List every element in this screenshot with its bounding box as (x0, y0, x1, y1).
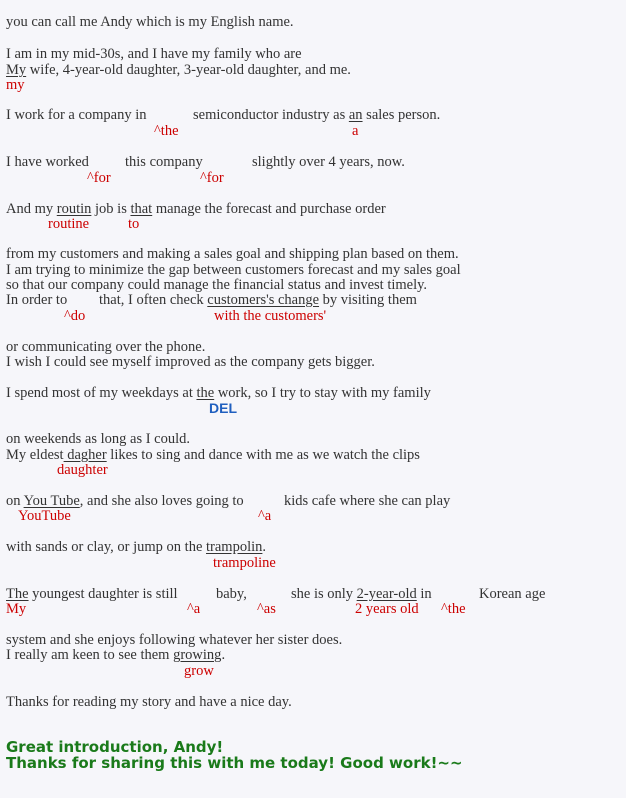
text-segment: she is only (291, 586, 357, 602)
text-line: system and she enjoys following whatever her sister does. (6, 632, 343, 648)
text-line: I work for a company in (6, 107, 147, 123)
correction: ^a (187, 601, 201, 617)
correction: My (6, 601, 27, 617)
text-line (291, 586, 432, 602)
marked-text: routin (56, 201, 92, 217)
text-segment: . (262, 539, 267, 555)
delete-mark: DEL (209, 400, 237, 416)
correction: ^as (257, 601, 276, 617)
text-segment: semiconductor industry as (193, 107, 349, 123)
text-line: or communicating over the phone. (6, 339, 206, 355)
text-segment: job is (91, 201, 131, 217)
text-segment: I spend most of my weekdays at (6, 385, 197, 401)
text-line (193, 107, 440, 123)
text-line (6, 493, 244, 509)
text-line: baby, (216, 586, 247, 602)
text-segment: on (6, 493, 24, 509)
correction: routine (48, 216, 90, 232)
text-segment: My eldest (6, 447, 64, 463)
text-line (6, 586, 178, 602)
text-line: Thanks for reading my story and have a nice day. (6, 694, 292, 710)
text-line: I have worked (6, 154, 89, 170)
text-segment: in (416, 586, 432, 602)
text-line: I am trying to minimize the gap between customers forecast and my sales goal (6, 262, 461, 278)
text-segment: I really am keen to see them (6, 647, 174, 663)
correction: my (6, 77, 25, 93)
correction: to (128, 216, 140, 232)
marked-text: 2-year-old (356, 586, 417, 602)
text-line: this company (125, 154, 203, 170)
text-segment: wife, 4-year-old daughter, 3-year-old daughter, and me. (26, 62, 351, 78)
marked-text: customers's change (207, 292, 320, 308)
text-line: so that our company could manage the financial status and invest timely. (6, 277, 428, 293)
text-line: In order to (6, 292, 68, 308)
text-segment: by visiting them (319, 292, 417, 308)
text-line: I am in my mid-30s, and I have my family who are (6, 46, 302, 62)
correction: ^a (258, 508, 272, 524)
text-segment: work, so I try to stay with my family (214, 385, 431, 401)
text-line (6, 447, 420, 463)
text-segment: likes to sing and dance with me as we watch the clips (106, 447, 420, 463)
correction: with the customers' (214, 308, 327, 324)
text-line: from my customers and making a sales goal and shipping plan based on them. (6, 246, 459, 262)
text-segment: that, I often check (99, 292, 208, 308)
marked-text: You Tube (23, 493, 80, 509)
correction: ^the (154, 123, 179, 139)
text-segment: , and she also loves going to (79, 493, 244, 509)
text-segment: sales person. (362, 107, 441, 123)
text-line: on weekends as long as I could. (6, 431, 191, 447)
correction: ^for (87, 170, 111, 186)
correction: grow (184, 663, 214, 679)
text-segment: with sands or clay, or jump on the (6, 539, 207, 555)
text-line (6, 539, 266, 555)
correction: trampoline (213, 555, 276, 571)
marked-text: dagher (63, 447, 107, 463)
marked-text: My (6, 62, 27, 78)
text-line: you can call me Andy which is my English name. (6, 14, 294, 30)
marked-text: the (196, 385, 215, 401)
text-line (6, 647, 225, 663)
text-segment: . (221, 647, 226, 663)
marked-text: The (6, 586, 29, 602)
text-segment: And my (6, 201, 57, 217)
text-segment: manage the forecast and purchase order (152, 201, 386, 217)
correction: 2 years old (355, 601, 419, 617)
marked-text: growing (173, 647, 222, 663)
text-line (99, 292, 417, 308)
correction: ^do (64, 308, 86, 324)
correction: ^the (441, 601, 466, 617)
text-line (6, 385, 431, 401)
teacher-comment: Thanks for sharing this with me today! Good work!~~ (6, 754, 463, 772)
text-line (6, 201, 386, 217)
text-line: Korean age (479, 586, 546, 602)
marked-text: trampolin (206, 539, 263, 555)
teacher-comment: Great introduction, Andy! (6, 738, 224, 756)
text-line: I wish I could see myself improved as the company gets bigger. (6, 354, 375, 370)
text-line: slightly over 4 years, now. (252, 154, 405, 170)
correction: a (352, 123, 359, 139)
correction: ^for (200, 170, 224, 186)
correction: daughter (57, 462, 108, 478)
text-line (6, 62, 351, 78)
marked-text: that (130, 201, 153, 217)
marked-text: an (348, 107, 363, 123)
correction: YouTube (18, 508, 71, 524)
text-line: kids cafe where she can play (284, 493, 451, 509)
text-segment: youngest daughter is still (28, 586, 178, 602)
